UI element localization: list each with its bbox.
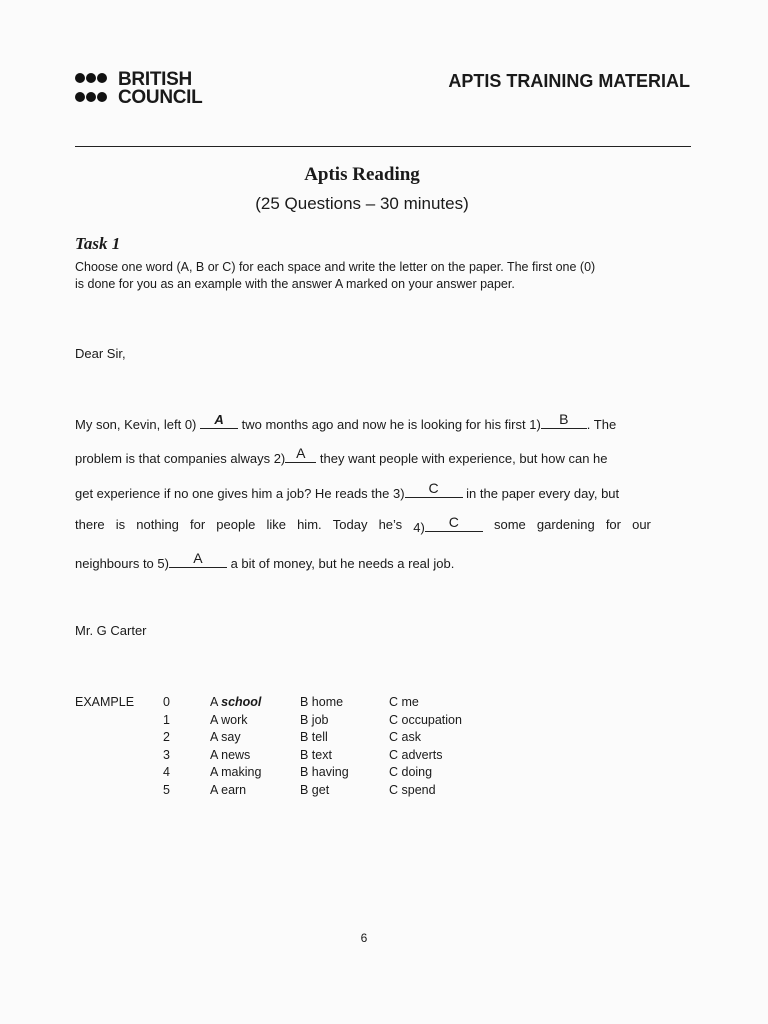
- question-number: 4: [163, 765, 170, 779]
- option-word: school: [221, 695, 262, 709]
- option-a: [210, 695, 300, 713]
- word: for: [605, 517, 621, 532]
- word: some: [493, 517, 526, 532]
- answer-blank-2: [285, 445, 316, 463]
- word: our: [632, 517, 651, 532]
- option-a: A news: [210, 747, 251, 762]
- option-c: C me: [389, 695, 419, 709]
- text: in the paper every day, but: [466, 486, 620, 501]
- option-a: A making: [210, 765, 262, 779]
- word: people: [216, 517, 256, 532]
- example-label: EXAMPLE: [75, 695, 135, 709]
- page-title: Aptis Reading: [304, 164, 420, 185]
- question-number: 3: [163, 747, 170, 762]
- word: is: [115, 517, 126, 532]
- letter-line-1: [75, 411, 617, 432]
- table-row: [75, 695, 489, 713]
- option-a: A work: [210, 712, 248, 727]
- header-divider: [75, 146, 691, 147]
- answer-blank-3: [405, 480, 463, 498]
- answer-blank-1: [541, 411, 587, 429]
- answer-3: C: [428, 480, 439, 496]
- text: two months ago and now he is looking for his first 1): [241, 417, 541, 432]
- option-c: C ask: [389, 730, 421, 744]
- logo-text: [118, 71, 202, 107]
- word: for: [190, 517, 206, 532]
- table-row: [75, 730, 489, 748]
- question-number: 1: [163, 712, 170, 727]
- word: 4): [413, 520, 425, 535]
- option-b: B tell: [300, 730, 328, 744]
- letter-line-2: [75, 445, 608, 466]
- table-row: [75, 713, 489, 731]
- option-b: B home: [300, 695, 344, 709]
- header-title: APTIS TRAINING MATERIAL: [448, 71, 690, 91]
- page-number: 6: [360, 931, 368, 945]
- answer-5: A: [193, 550, 203, 566]
- word: nothing: [136, 517, 179, 532]
- option-a: A earn: [210, 782, 247, 797]
- answer-blank-0: [200, 414, 238, 429]
- logo-dots-icon: [75, 71, 115, 111]
- option-b: B job: [300, 712, 329, 727]
- question-number: 0: [163, 695, 170, 709]
- text: neighbours to 5): [75, 556, 169, 571]
- instructions-line-1: Choose one word (A, B or C) for each space and write the letter on the paper. The first one (0): [75, 260, 596, 274]
- text: . The: [586, 417, 617, 432]
- instructions-line-2: is done for you as an example with the answer A marked on your answer paper.: [75, 277, 515, 291]
- word: like: [266, 517, 286, 532]
- text: My son, Kevin, left 0): [75, 417, 197, 432]
- word: Today: [332, 517, 368, 532]
- answer-blank-4: [425, 514, 483, 532]
- answer-blank-5: [169, 550, 227, 568]
- option-b: B text: [300, 747, 332, 762]
- word: gardening: [536, 517, 595, 532]
- option-a: A say: [210, 730, 241, 744]
- table-row: [75, 783, 489, 801]
- letter-signature: Mr. G Carter: [75, 623, 147, 638]
- table-row: [75, 765, 489, 783]
- option-b: B get: [300, 782, 330, 797]
- options-table: [75, 695, 489, 800]
- table-row: [75, 748, 489, 766]
- text: they want people with experience, but how can he: [319, 451, 608, 466]
- option-c: C spend: [389, 782, 436, 797]
- option-letter: A: [210, 695, 222, 709]
- letter-greeting: Dear Sir,: [75, 346, 126, 361]
- task-heading: Task 1: [75, 234, 121, 253]
- option-c: C doing: [389, 765, 433, 779]
- blank-group: [413, 514, 483, 535]
- option-c: C adverts: [389, 747, 443, 762]
- text: problem is that companies always 2): [75, 451, 286, 466]
- option-b: B having: [300, 765, 349, 779]
- word: him.: [297, 517, 322, 532]
- letter-line-3: [75, 480, 620, 501]
- answer-0: A: [214, 412, 224, 427]
- question-number: 5: [163, 782, 170, 797]
- logo-line-1: BRITISH: [118, 69, 192, 90]
- logo-line-2: COUNCIL: [118, 87, 203, 108]
- question-number: 2: [163, 730, 170, 744]
- letter-line-5: [75, 550, 455, 571]
- page-subtitle: (25 Questions – 30 minutes): [255, 194, 469, 213]
- text: a bit of money, but he needs a real job.: [230, 556, 455, 571]
- option-c: C occupation: [389, 712, 462, 727]
- word: he’s: [378, 517, 403, 532]
- task-instructions: [75, 259, 675, 293]
- word: there: [75, 517, 105, 532]
- answer-2: A: [296, 445, 306, 461]
- answer-4: C: [448, 514, 459, 530]
- letter-line-4: [75, 514, 651, 535]
- answer-1: B: [559, 411, 569, 427]
- text: get experience if no one gives him a job? He reads the 3): [75, 486, 405, 501]
